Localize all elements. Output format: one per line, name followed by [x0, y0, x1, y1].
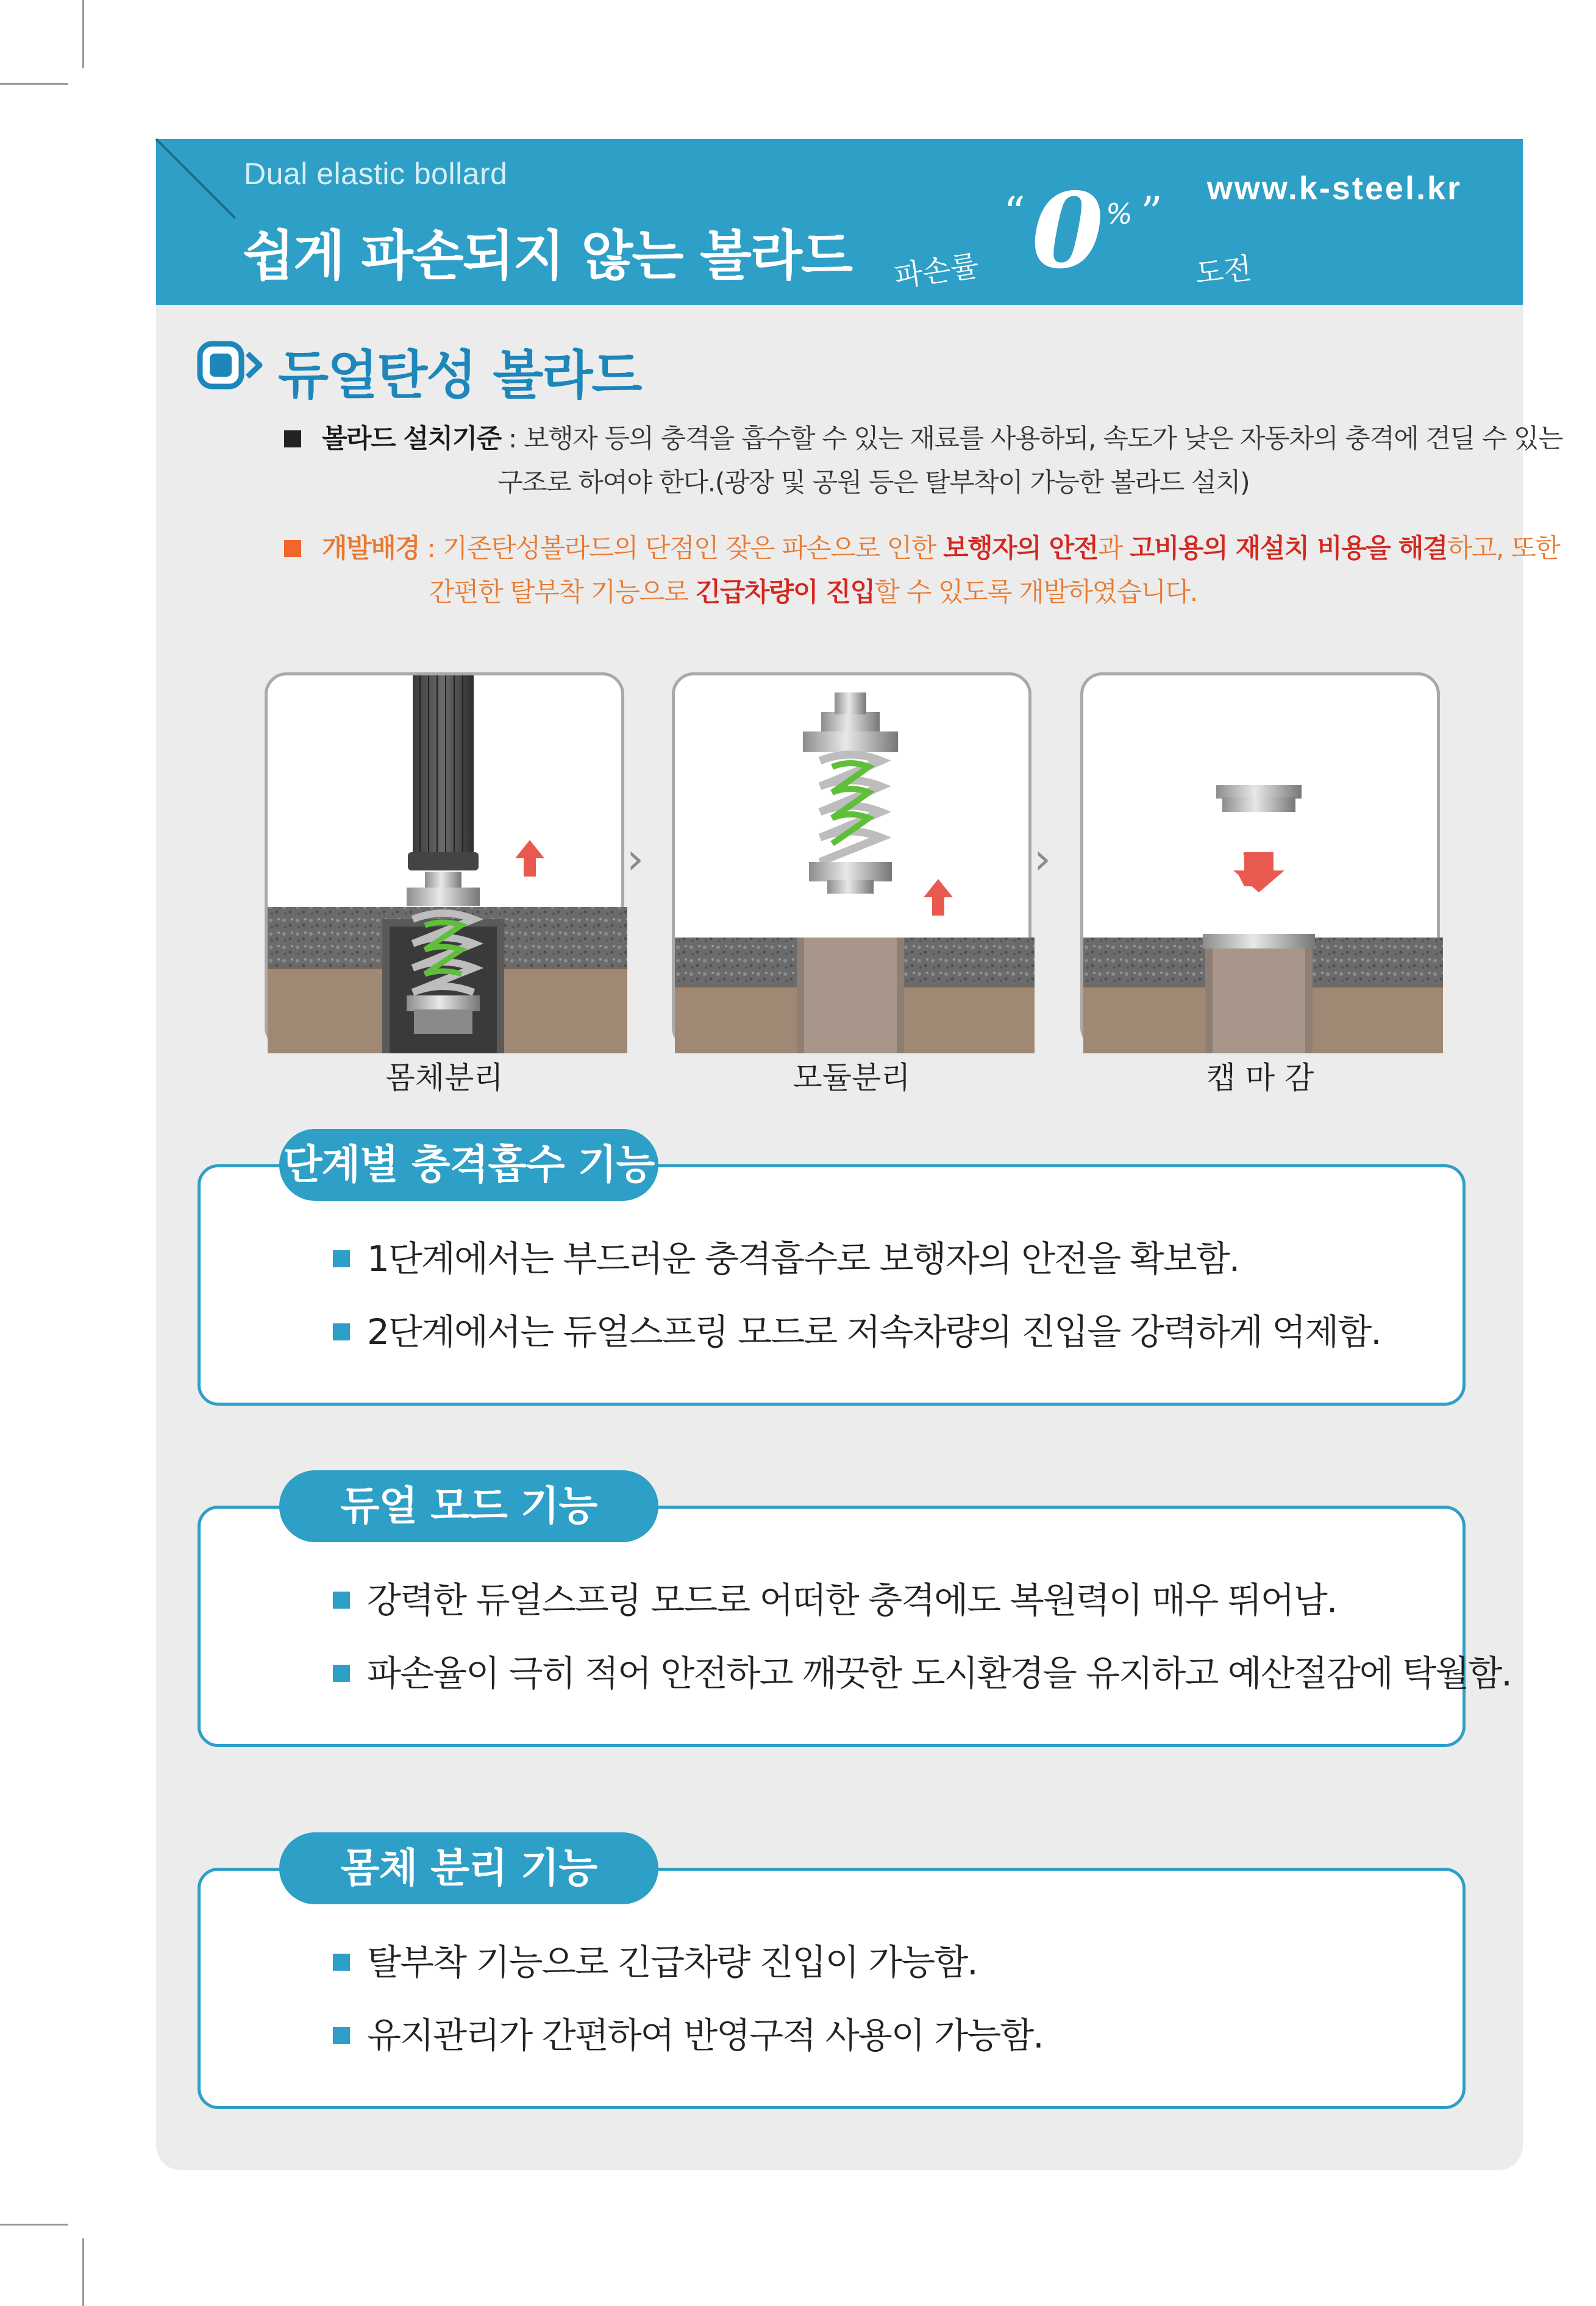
step-body-separation-illustration — [265, 672, 624, 1049]
note-label: 개발배경 — [322, 533, 420, 564]
note-text: 과 — [1097, 533, 1130, 564]
square-bullet-icon — [333, 1250, 350, 1267]
emphasis-text: 긴급차량이 진입 — [695, 577, 875, 608]
crop-mark — [0, 2224, 68, 2226]
square-bullet-icon — [333, 1665, 350, 1682]
feature-item-text: 강력한 듀얼스프링 모드로 어떠한 충격에도 복원력이 매우 뛰어남. — [367, 1579, 1337, 1621]
crop-mark — [82, 2238, 84, 2306]
slogan-value: 0 — [1031, 170, 1104, 292]
feature-item — [333, 2007, 1043, 2058]
feature-item-text: 탈부착 기능으로 긴급차량 진입이 가능함. — [367, 1941, 977, 1983]
step-label: 캡 마 감 — [1206, 1060, 1314, 1095]
note-text: 할 수 있도록 개발하였습니다. — [874, 577, 1197, 608]
header-banner — [156, 139, 1523, 305]
emphasis-text: 고비용의 재설치 비용을 해결 — [1129, 533, 1447, 564]
feature-title: 몸체 분리 기능 — [279, 1832, 658, 1904]
note-text: : 기존탄성볼라드의 단점인 잦은 파손으로 인한 — [419, 533, 944, 564]
slogan-close-quote: ” — [1141, 188, 1163, 238]
feature-item — [333, 1571, 1336, 1623]
emphasis-text: 보행자의 안전 — [943, 533, 1098, 564]
step-label: 몸체분리 — [385, 1060, 504, 1095]
feature-item-text: 1단계에서는 부드러운 충격흡수로 보행자의 안전을 확보함. — [367, 1238, 1239, 1279]
note-text: 간편한 탈부착 기능으로 — [429, 577, 696, 608]
crop-mark — [82, 0, 84, 68]
feature-item — [333, 1230, 1239, 1281]
feature-title: 단계별 충격흡수 기능 — [279, 1129, 658, 1201]
square-bullet-icon — [284, 540, 301, 557]
note-label: 볼라드 설치기준 — [322, 424, 501, 454]
feature-item — [333, 1934, 977, 1985]
website-link[interactable]: www.k-steel.kr — [1206, 170, 1462, 207]
brochure-card — [156, 139, 1563, 2170]
square-bullet-icon — [333, 1954, 350, 1971]
section-title: 듀얼탄성 볼라드 — [278, 345, 641, 406]
slogan-unit: % — [1106, 198, 1133, 230]
diagonal-line-decoration — [156, 139, 241, 224]
step-module-separation-illustration — [672, 672, 1031, 1049]
page-title: 쉽게 파손되지 않는 볼라드 — [243, 224, 852, 287]
feature-item-text: 파손율이 극히 적어 안전하고 깨끗한 도시환경을 유지하고 예산절감에 탁월함. — [367, 1653, 1511, 1694]
note-text: : 보행자 등의 충격을 흡수할 수 있는 재료를 사용하되, 속도가 낮은 자동차의 충격에 견딜 수 있는 — [501, 424, 1563, 454]
note-text: 하고, 또한 — [1447, 533, 1560, 564]
note-text: 구조로 하여야 한다.(광장 및 공원 등은 탈부착이 가능한 볼라드 설치) — [497, 468, 1250, 498]
square-bullet-icon — [284, 430, 301, 447]
chevron-right-icon: › — [627, 834, 644, 884]
step-cap-finishing-illustration — [1080, 672, 1440, 1049]
slogan-suffix: 도전 — [1193, 251, 1253, 291]
feature-item-text: 2단계에서는 듀얼스프링 모드로 저속차량의 진입을 강력하게 억제함. — [367, 1311, 1381, 1353]
step-label: 모듈분리 — [793, 1060, 911, 1095]
slogan-open-quote: “ — [1003, 188, 1025, 238]
square-bullet-icon — [333, 1592, 350, 1609]
square-bullet-icon — [333, 2027, 350, 2044]
feature-item — [333, 1645, 1511, 1696]
feature-item-text: 유지관리가 간편하여 반영구적 사용이 가능함. — [367, 2015, 1043, 2056]
section-bullet-icon — [196, 340, 263, 395]
slogan-prefix: 파손률 — [892, 248, 981, 294]
subtitle-en: Dual elastic bollard — [244, 157, 508, 191]
feature-title: 듀얼 모드 기능 — [279, 1470, 658, 1542]
crop-mark — [0, 83, 68, 85]
square-bullet-icon — [333, 1323, 350, 1340]
chevron-right-icon: › — [1034, 834, 1051, 884]
feature-item — [333, 1303, 1381, 1354]
